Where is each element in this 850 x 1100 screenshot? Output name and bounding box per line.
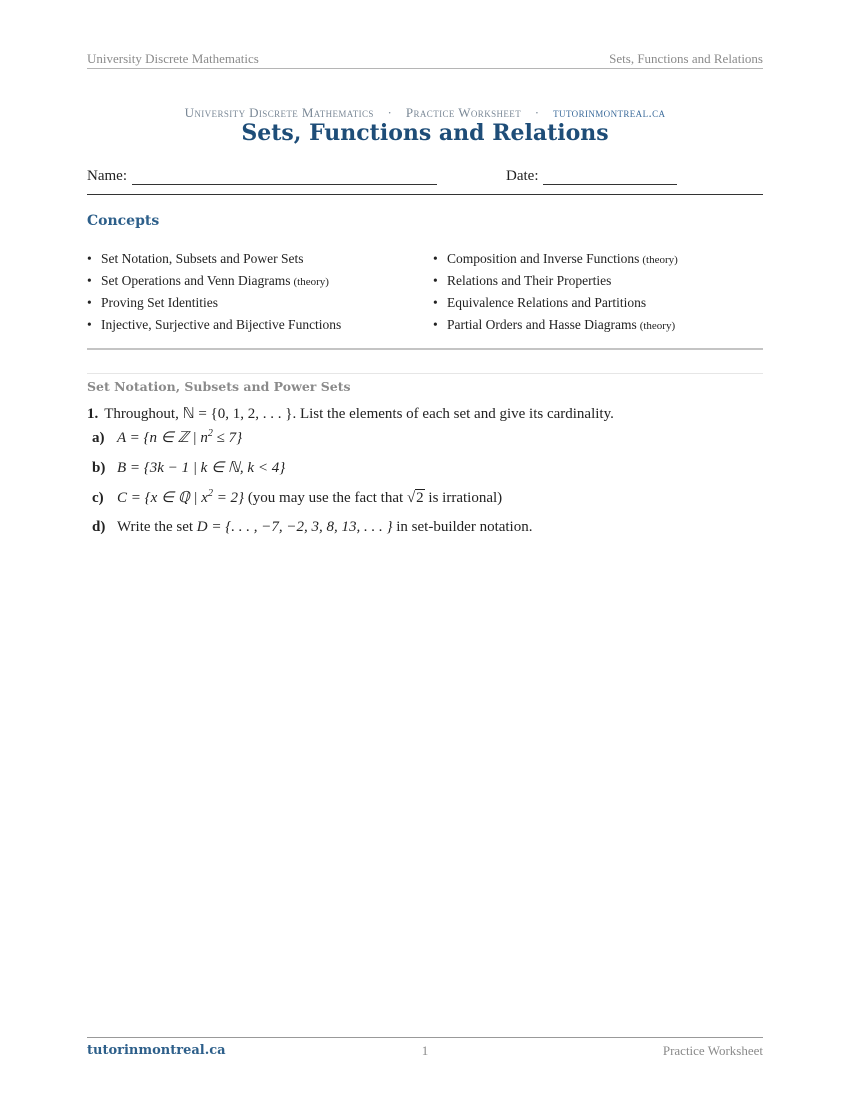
problem-part-a	[92, 428, 242, 447]
date-field	[506, 168, 677, 185]
bullet-icon: •	[87, 251, 92, 266]
concepts-list-right	[433, 250, 678, 338]
part-text: (you may use the fact that	[244, 490, 407, 506]
part-math: C = {x ∈ ℚ | x	[117, 490, 208, 506]
problem-part-c	[92, 488, 502, 507]
bullet-icon: •	[87, 295, 92, 310]
part-math: D = {. . . , −7, −2, 3, 8, 13, . . . }	[196, 519, 393, 535]
footer-site: tutorinmontreal.ca	[87, 1043, 226, 1058]
name-blank	[132, 170, 437, 185]
concepts-list-left	[87, 250, 344, 338]
part-math-end: ≤ 7}	[212, 430, 243, 446]
part-text-end: is irrational)	[424, 490, 503, 506]
part-label: b)	[92, 460, 106, 476]
kicker-site: tutorinmontreal.ca	[553, 105, 666, 120]
part-label: c)	[92, 490, 104, 506]
divider-concepts	[87, 348, 763, 350]
concept-item: • Proving Set Identities	[87, 295, 218, 310]
page-title: Sets, Functions and Relations	[241, 120, 609, 146]
part-label: d)	[92, 519, 106, 535]
bullet-icon: •	[433, 317, 438, 332]
section-heading: Set Notation, Subsets and Power Sets	[87, 379, 351, 394]
kicker-course: University Discrete Mathematics	[184, 105, 374, 120]
footer-type: Practice Worksheet	[662, 1043, 763, 1058]
header-topic: Sets, Functions and Relations	[609, 51, 763, 66]
sqrt-radicand: 2	[416, 490, 424, 506]
running-header	[87, 50, 763, 69]
concept-item: • Partial Orders and Hasse Diagrams (theory)	[433, 317, 676, 332]
concept-item: • Relations and Their Properties	[433, 273, 612, 288]
concept-item: • Set Operations and Venn Diagrams (theory)	[87, 273, 329, 288]
sqrt-expression	[407, 490, 425, 507]
part-exponent: 2	[207, 488, 213, 499]
problem-text: Throughout, ℕ = {0, 1, 2, . . . }. List the elements of each set and give its cardinality.	[104, 406, 614, 422]
name-label: Name:	[87, 168, 127, 184]
kicker-separator-2: ·	[534, 105, 540, 120]
problem-part-b	[92, 458, 285, 477]
part-exponent: 2	[207, 428, 213, 439]
concept-item: • Equivalence Relations and Partitions	[433, 295, 647, 310]
concept-item: • Set Notation, Subsets and Power Sets	[87, 251, 304, 266]
header-course: University Discrete Mathematics	[87, 51, 259, 66]
bullet-icon: •	[433, 251, 438, 266]
part-math-end: = 2}	[212, 490, 245, 506]
name-field	[87, 168, 437, 185]
date-label: Date:	[506, 168, 539, 184]
sqrt-sign: √	[406, 490, 416, 506]
page-number: 1	[421, 1043, 429, 1058]
bullet-icon: •	[87, 317, 92, 332]
part-text-end: in set-builder notation.	[392, 519, 533, 535]
problem-number: 1.	[87, 406, 99, 422]
part-text: Write the set	[117, 519, 197, 535]
bullet-icon: •	[433, 295, 438, 310]
concept-item: • Composition and Inverse Functions (theory)	[433, 251, 678, 266]
problem-part-d	[92, 519, 532, 536]
part-math: A = {n ∈ ℤ | n	[117, 430, 208, 446]
date-blank	[543, 170, 677, 185]
divider-top	[87, 194, 763, 195]
part-math: B = {3k − 1 | k ∈ ℕ, k < 4}	[117, 460, 286, 476]
kicker-separator: ·	[387, 105, 393, 120]
running-footer	[87, 1037, 763, 1060]
bullet-icon: •	[433, 273, 438, 288]
concepts-heading: Concepts	[87, 213, 160, 229]
concept-item: • Injective, Surjective and Bijective Functions	[87, 317, 342, 332]
bullet-icon: •	[87, 273, 92, 288]
problem-statement	[87, 404, 614, 423]
divider-section	[87, 373, 763, 374]
kicker-type: Practice Worksheet	[405, 105, 522, 120]
part-label: a)	[92, 430, 105, 446]
worksheet-kicker	[0, 105, 850, 121]
